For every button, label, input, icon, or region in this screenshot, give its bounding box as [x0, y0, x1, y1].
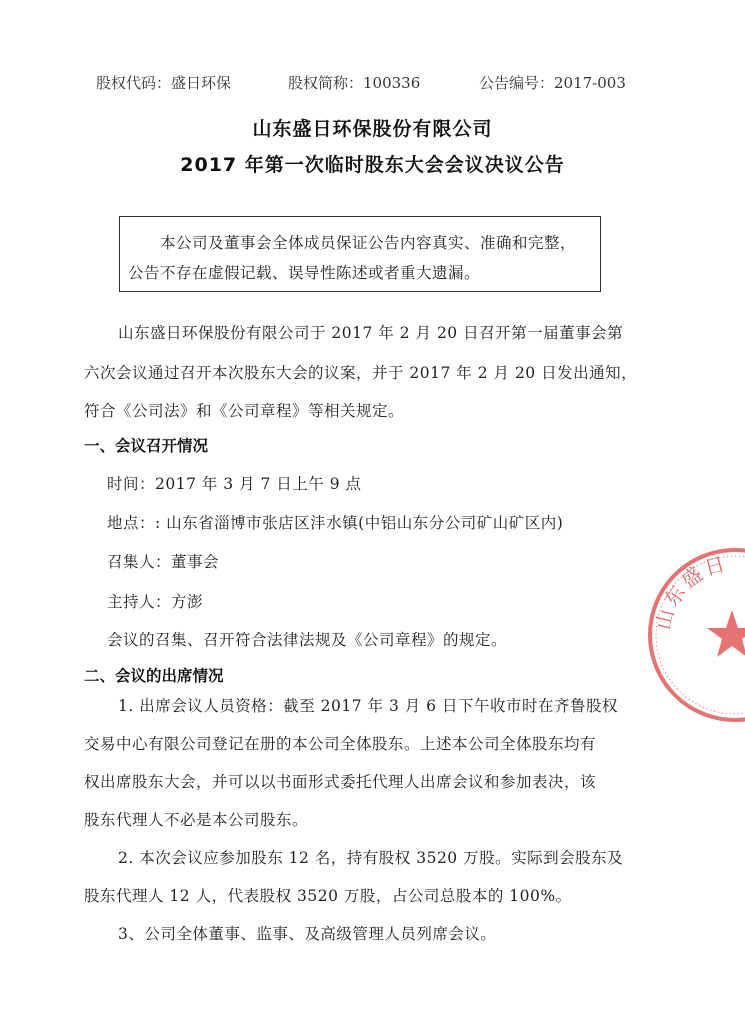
attendance-item-1-line-1: 1. 出席会议人员资格：截至 2017 年 3 月 6 日下午收市时在齐鲁股权 — [118, 697, 618, 715]
intro-line-1: 山东盛日环保股份有限公司于 2017 年 2 月 20 日召开第一届董事会第 — [118, 324, 624, 342]
announcement-title: 2017 年第一次临时股东大会会议决议公告 — [180, 154, 565, 176]
intro-line-3: 符合《公司法》和《公司章程》等相关规定。 — [84, 402, 405, 420]
notice-number: 公告编号：2017-003 — [479, 74, 626, 92]
section-1-heading: 一、会议召开情况 — [84, 437, 209, 455]
attendance-item-1-line-3: 权出席股东大会，并可以以书面形式委托代理人出席会议和参加表决，该 — [84, 773, 597, 791]
attendance-item-1-line-4: 股东代理人不必是本公司股东。 — [84, 811, 309, 829]
disclaimer-line-2: 公告不存在虚假记载、误导性陈述或者重大遗漏。 — [128, 264, 481, 282]
meeting-place: 地点：: 山东省淄博市张店区沣水镇(中铝山东分公司矿山矿区内) — [107, 514, 564, 532]
disclaimer-box — [119, 216, 601, 292]
disclaimer-line-1: 本公司及董事会全体成员保证公告内容真实、准确和完整， — [160, 234, 577, 252]
meeting-convener: 召集人：董事会 — [107, 553, 220, 571]
intro-line-2: 六次会议通过召开本次股东大会的议案，并于 2017 年 2 月 20 日发出通知， — [84, 364, 638, 382]
section-2-heading: 二、会议的出席情况 — [84, 667, 224, 685]
company-seal-stamp — [640, 540, 745, 730]
meeting-time: 时间：2017 年 3 月 7 日上午 9 点 — [107, 475, 362, 493]
attendance-item-2-line-1: 2. 本次会议应参加股东 12 名，持有股权 3520 万股。实际到会股东及 — [118, 849, 624, 867]
star-icon — [707, 610, 745, 657]
stock-name: 股权简称：100336 — [288, 74, 421, 92]
attendance-item-2-line-2: 股东代理人 12 人，代表股权 3520 万股，占公司总股本的 100%。 — [84, 887, 572, 905]
company-title: 山东盛日环保股份有限公司 — [252, 118, 493, 140]
seal-text: 山东盛日 — [650, 550, 731, 632]
stock-code: 股权代码：盛日环保 — [96, 74, 232, 92]
svg-text:山东盛日 — [651, 551, 731, 632]
attendance-item-3: 3、公司全体董事、监事、及高级管理人员列席会议。 — [118, 925, 497, 943]
meeting-compliance: 会议的召集、召开符合法律法规及《公司章程》的规定。 — [107, 631, 508, 649]
attendance-item-1-line-2: 交易中心有限公司登记在册的本公司全体股东。上述本公司全体股东均有 — [84, 735, 597, 753]
meeting-host: 主持人：方澎 — [107, 593, 204, 611]
